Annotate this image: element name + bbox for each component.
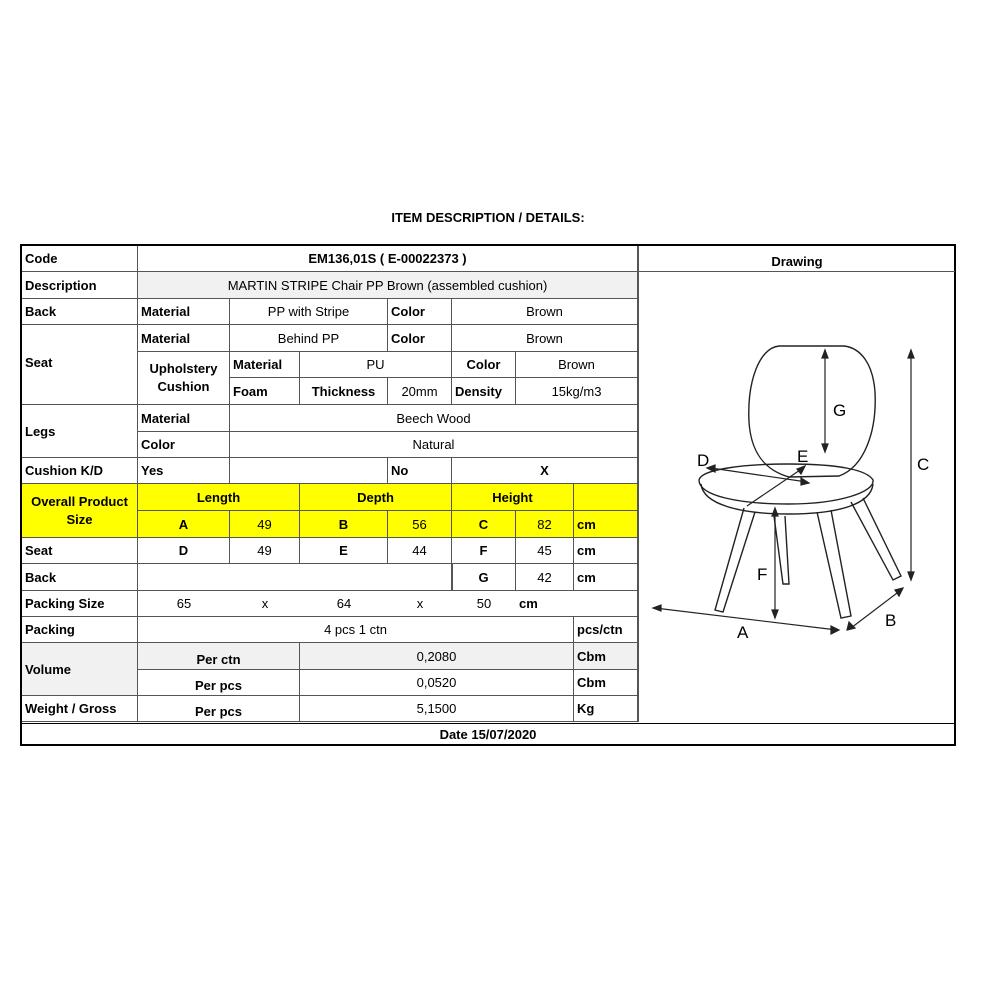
upholstery-material-value: PU [300, 352, 452, 378]
chair-leg-back-right [851, 498, 901, 580]
dim-b-value: 56 [388, 511, 452, 538]
dim-f-value: 45 [516, 538, 574, 564]
cushion-kd-no-mark: X [452, 458, 638, 484]
packing-value: 4 pcs 1 ctn [138, 617, 574, 643]
weight-unit: Kg [574, 696, 638, 722]
drawing-label-e: E [797, 447, 809, 466]
upholstery-color-value: Brown [516, 352, 638, 378]
back-color-label: Color [388, 299, 452, 325]
overall-size-label: Overall Product Size [22, 484, 138, 538]
cushion-kd-no: No [388, 458, 452, 484]
overall-header-blank [574, 484, 638, 511]
height-header: Height [452, 484, 574, 511]
back-material-label: Material [138, 299, 230, 325]
back-dims-label: Back [22, 564, 138, 591]
seat-material-value: Behind PP [230, 325, 388, 352]
back-color-value: Brown [452, 299, 638, 325]
back-label: Back [22, 299, 138, 325]
density-value: 15kg/m3 [516, 378, 638, 405]
thickness-value: 20mm [388, 378, 452, 405]
back-dims-unit: cm [574, 564, 638, 591]
chair-leg-front-right [817, 510, 851, 618]
dim-g-value: 42 [516, 564, 574, 591]
density-label: Density [452, 378, 516, 405]
dim-d-value: 49 [230, 538, 300, 564]
dim-d-label: D [138, 538, 230, 564]
drawing-label-f: F [757, 565, 768, 584]
description-value: MARTIN STRIPE Chair PP Brown (assembled cushion) [138, 272, 638, 299]
upholstery-color-label: Color [452, 352, 516, 378]
dim-b-label: B [300, 511, 388, 538]
page-title: ITEM DESCRIPTION / DETAILS: [391, 210, 585, 225]
packing-size-unit: cm [516, 591, 638, 617]
drawing-title: Drawing [639, 246, 955, 272]
item-details-table [20, 244, 956, 746]
overall-unit: cm [574, 511, 638, 538]
cushion-kd-label: Cushion K/D [22, 458, 138, 484]
dim-a-label: A [138, 511, 230, 538]
volume-label: Volume [22, 643, 138, 696]
upholstery-cushion-label: Upholstery Cushion [138, 352, 230, 405]
description-label: Description [22, 272, 138, 299]
dim-g-label: G [452, 564, 516, 591]
drawing-label-d: D [697, 451, 710, 470]
weight-label: Weight / Gross [22, 696, 138, 722]
cushion-kd-yes-value [230, 458, 388, 484]
packing-unit: pcs/ctn [574, 617, 638, 643]
legs-material-value: Beech Wood [230, 405, 638, 432]
drawing-panel [638, 246, 955, 722]
drawing-label-a: A [737, 623, 749, 642]
chair-backrest [749, 346, 875, 477]
volume-per-pcs-value: 0,0520 [300, 670, 574, 696]
packing-length: 65 [138, 591, 230, 617]
upholstery-material-label: Material [230, 352, 300, 378]
packing-x-2: x [388, 591, 452, 617]
seat-color-label: Color [388, 325, 452, 352]
seat-material-label: Material [138, 325, 230, 352]
drawing-label-b: B [885, 611, 897, 630]
dim-c-value: 82 [516, 511, 574, 538]
volume-per-ctn-label: Per ctn [138, 643, 300, 670]
dim-f-label: F [452, 538, 516, 564]
volume-per-pcs-unit: Cbm [574, 670, 638, 696]
legs-material-label: Material [138, 405, 230, 432]
drawing-label-g: G [833, 401, 847, 420]
dim-a-value: 49 [230, 511, 300, 538]
volume-per-pcs-label: Per pcs [138, 670, 300, 696]
dim-c-label: C [452, 511, 516, 538]
volume-per-ctn-unit: Cbm [574, 643, 638, 670]
drawing-label-c: C [917, 455, 930, 474]
back-material-value: PP with Stripe [230, 299, 388, 325]
length-header: Length [138, 484, 300, 511]
legs-label: Legs [22, 405, 138, 458]
weight-value: 5,1500 [300, 696, 574, 722]
seat-color-value: Brown [452, 325, 638, 352]
dim-e-label: E [300, 538, 388, 564]
date-footer: Date 15/07/2020 [22, 723, 954, 745]
chair-drawing [639, 272, 955, 722]
packing-height: 50 [452, 591, 516, 617]
packing-label: Packing [22, 617, 138, 643]
seat-dims-label: Seat [22, 538, 138, 564]
depth-header: Depth [300, 484, 452, 511]
cushion-kd-yes: Yes [138, 458, 230, 484]
packing-width: 64 [300, 591, 388, 617]
back-dims-blank [138, 564, 452, 591]
seat-label: Seat [22, 325, 138, 405]
legs-color-value: Natural [230, 432, 638, 458]
chair-leg-back-left [774, 516, 789, 584]
volume-per-ctn-value: 0,2080 [300, 643, 574, 670]
chair-leg-front-left [715, 508, 755, 612]
code-value: EM136,01S ( E-00022373 ) [138, 246, 638, 272]
dim-e-value: 44 [388, 538, 452, 564]
code-label: Code [22, 246, 138, 272]
packing-size-label: Packing Size [22, 591, 138, 617]
weight-per-pcs-label: Per pcs [138, 696, 300, 722]
thickness-label: Thickness [300, 378, 388, 405]
foam-label: Foam [230, 378, 300, 405]
packing-x-1: x [230, 591, 300, 617]
legs-color-label: Color [138, 432, 230, 458]
seat-dims-unit: cm [574, 538, 638, 564]
